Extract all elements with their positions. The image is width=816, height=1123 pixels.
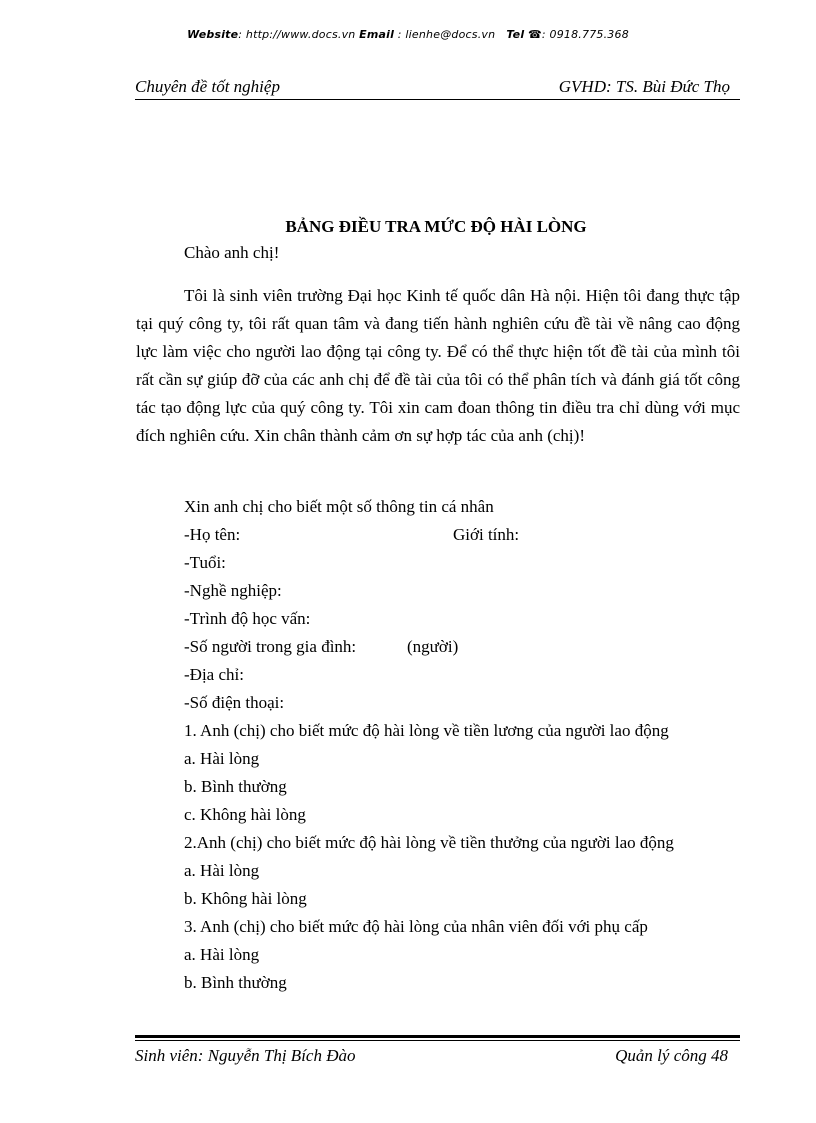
question-3: 3. Anh (chị) cho biết mức độ hài lòng của nhân viên đối với phụ cấp: [184, 917, 648, 936]
question-2-option-a: a. Hài lòng: [184, 861, 260, 880]
address-field-label: -Địa chỉ:: [184, 665, 244, 684]
question-3-option-a: a. Hài lòng: [184, 945, 260, 964]
age-field-label: -Tuổi:: [184, 553, 226, 572]
question-2: 2.Anh (chị) cho biết mức độ hài lòng về tiền thưởng của người lao động: [184, 833, 674, 852]
intro-paragraph: Tôi là sinh viên trường Đại học Kinh tế quốc dân Hà nội. Hiện tôi đang thực tập tại quý công ty, tôi rất quan tâm và đang tiến hành nghiên cứu đề tài về nâng cao động lực làm việc cho người lao động tại công ty. Để có thể thực hiện tốt đề tài của mình tôi rất cần sự giúp đỡ của các anh chị để đề tài của tôi có thể phân tích và đánh giá tốt công tác tạo động lực của quý công ty. Tôi xin cam đoan thông tin điều tra chỉ dùng với mục đích nghiên cứu. Xin chân thành cảm ơn sự hợp tác của anh (chị)!: [136, 286, 740, 445]
tel-value: : 0918.775.368: [541, 28, 629, 41]
footer-divider-thin: [135, 1040, 740, 1041]
footer-student-name: Sinh viên: Nguyễn Thị Bích Đào: [135, 1046, 356, 1065]
website-value: : http://www.docs.vn: [238, 28, 356, 41]
question-1: 1. Anh (chị) cho biết mức độ hài lòng về tiền lương của người lao động: [184, 721, 669, 740]
family-size-unit: (người): [407, 637, 459, 656]
page-header: [135, 77, 740, 100]
question-1-option-a: a. Hài lòng: [184, 749, 260, 768]
website-label: Website: [187, 28, 239, 41]
gender-field-label: Giới tính:: [453, 525, 520, 544]
name-field-label: -Họ tên:: [184, 525, 241, 544]
phone-icon: ☎: [528, 28, 542, 41]
question-1-option-c: c. Không hài lòng: [184, 805, 306, 824]
footer-divider-thick: [135, 1035, 740, 1038]
header-right-advisor: GVHD: TS. Bùi Đức Thọ: [558, 77, 730, 96]
website-contact-bar: [0, 28, 816, 41]
occupation-field-label: -Nghề nghiệp:: [184, 581, 282, 600]
email-label: Email: [359, 28, 395, 41]
greeting: Chào anh chị!: [184, 243, 280, 262]
question-2-option-b: b. Không hài lòng: [184, 889, 307, 908]
family-size-field-label: -Số người trong gia đình:: [184, 637, 357, 656]
tel-label: Tel: [506, 28, 525, 41]
document-title: BẢNG ĐIỀU TRA MỨC ĐỘ HÀI LÒNG: [285, 217, 587, 236]
phone-field-label: -Số điện thoại:: [184, 693, 285, 712]
personal-info-intro: Xin anh chị cho biết một số thông tin cá nhân: [184, 497, 494, 516]
page-footer: [135, 1046, 740, 1070]
footer-page-info: Quản lý công 48: [615, 1046, 728, 1065]
education-field-label: -Trình độ học vấn:: [184, 609, 311, 628]
email-value: : lienhe@docs.vn: [394, 28, 496, 41]
header-left-title: Chuyên đề tốt nghiệp: [135, 77, 280, 96]
question-1-option-b: b. Bình thường: [184, 777, 287, 796]
question-3-option-b: b. Bình thường: [184, 973, 287, 992]
